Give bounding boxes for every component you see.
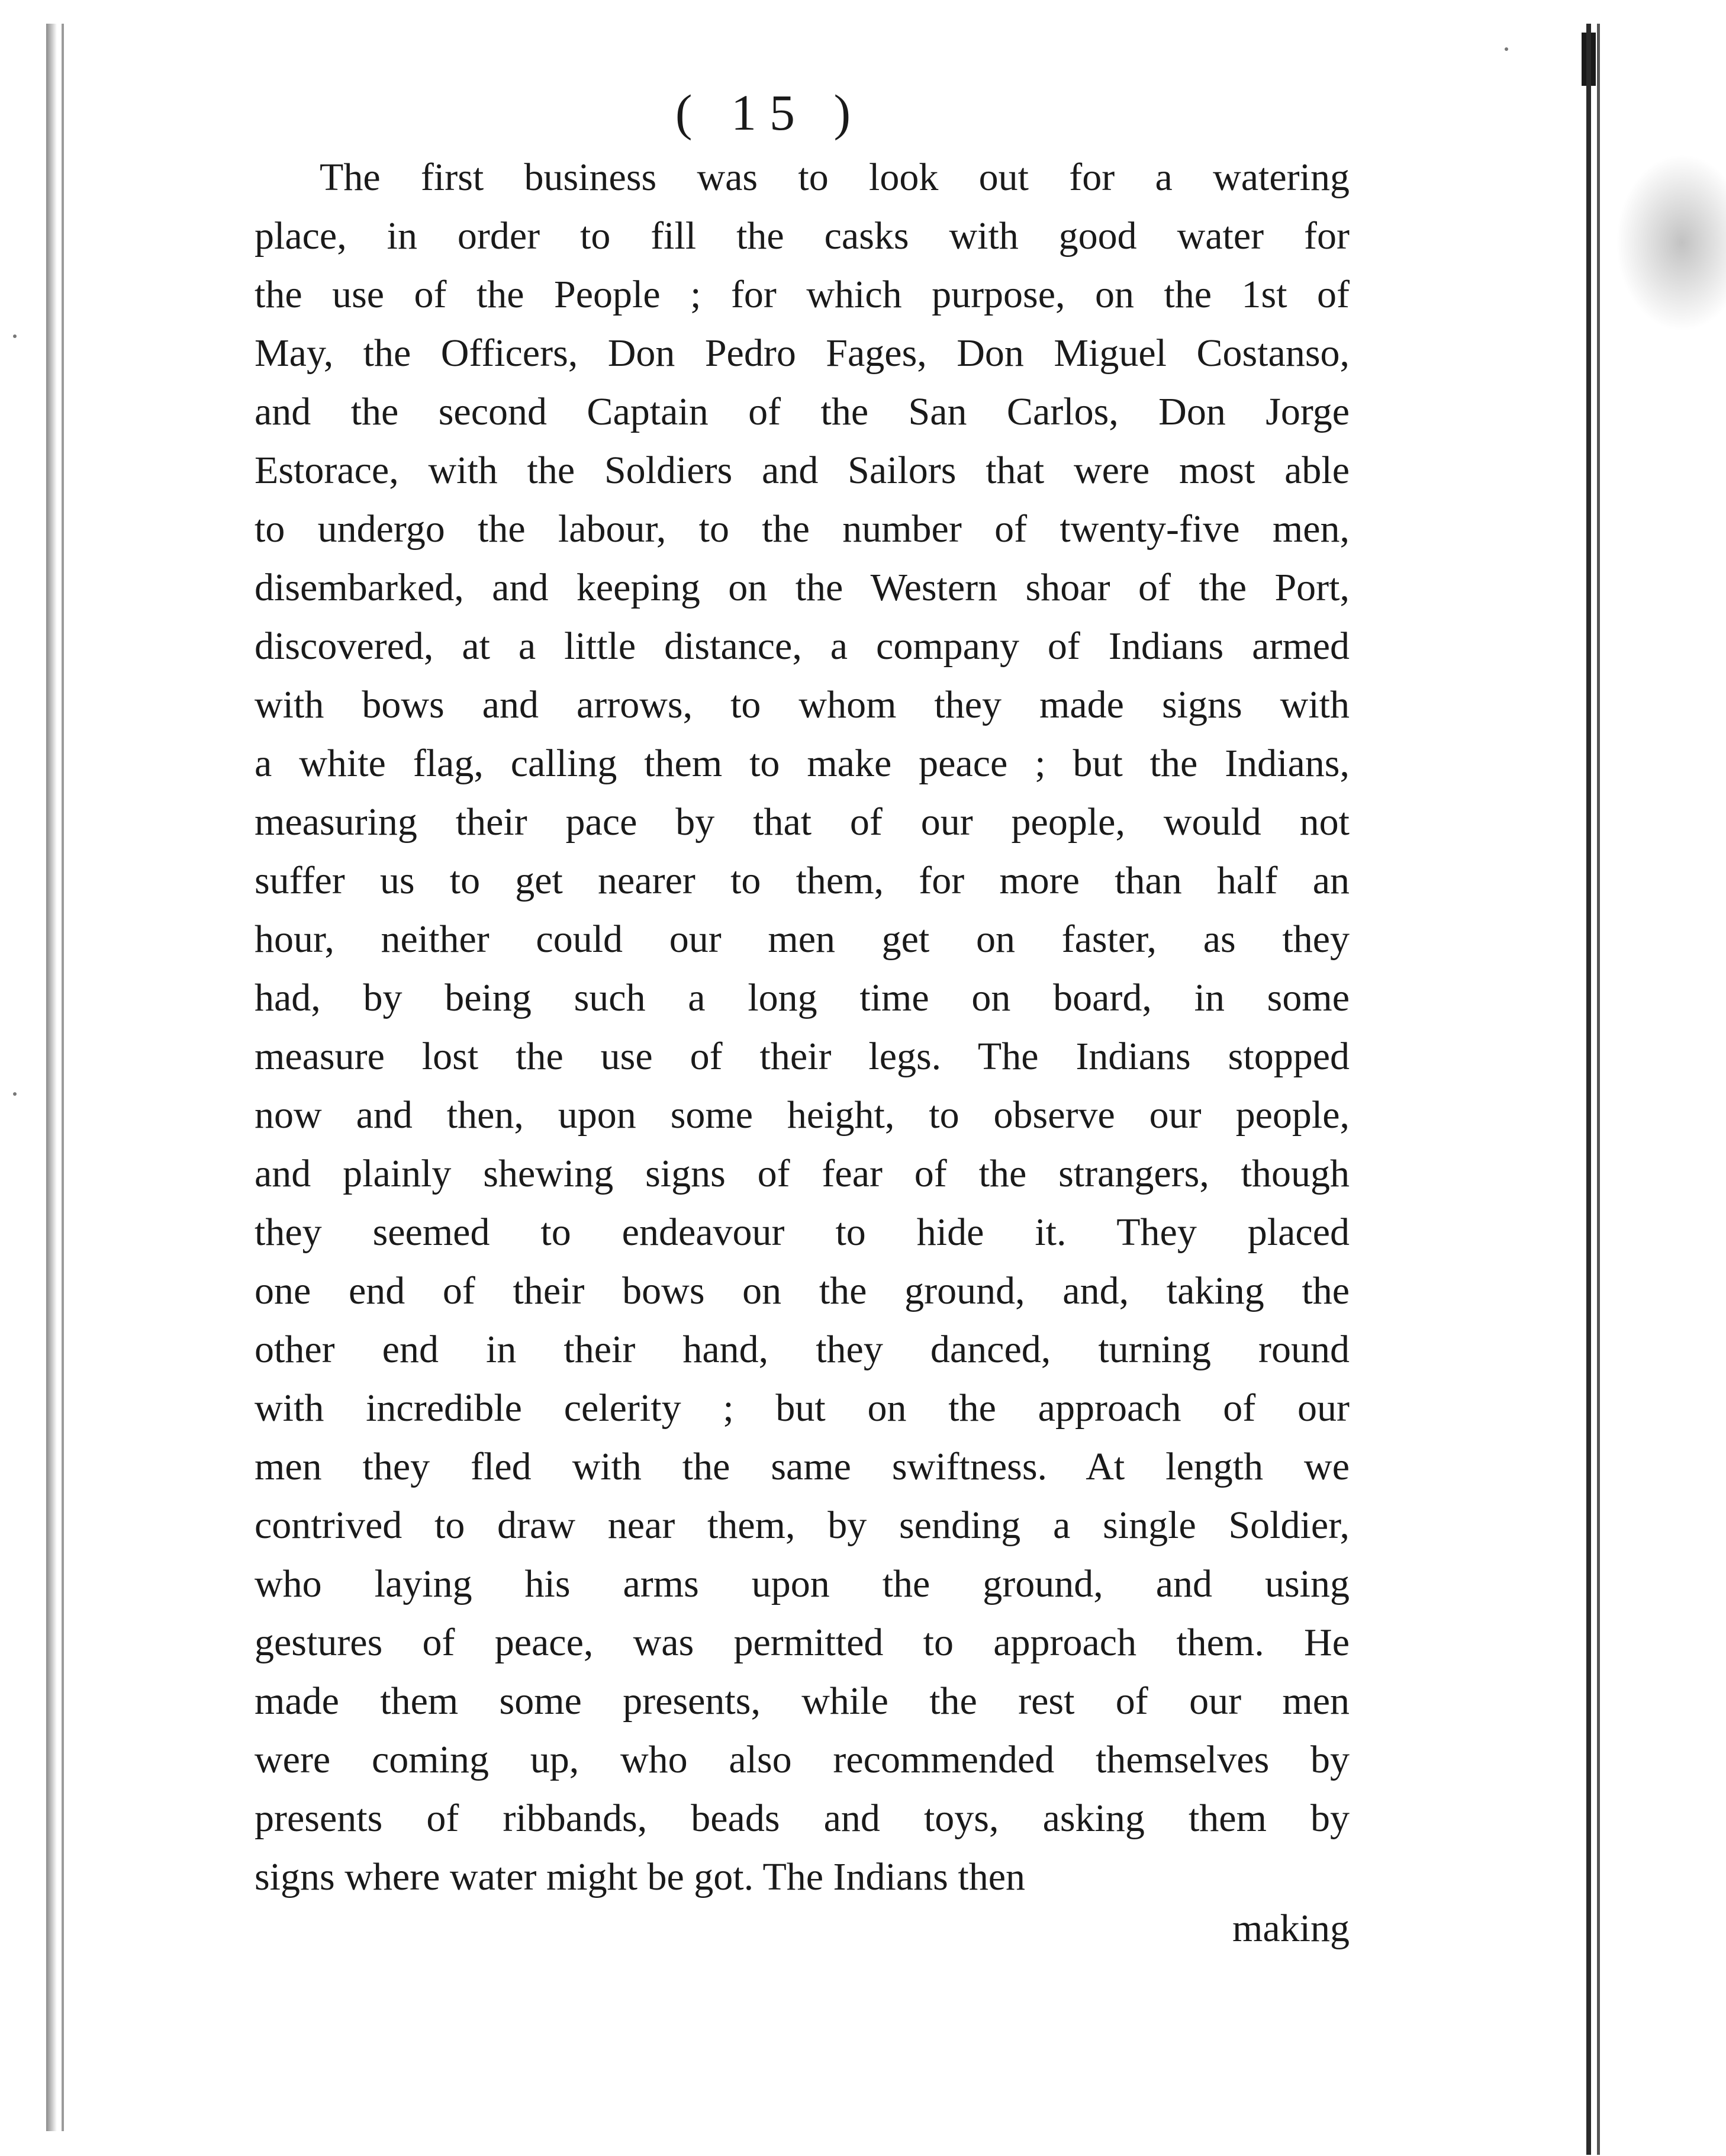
text-line: contrived to draw near them, by sending a single Soldier,	[255, 1504, 1350, 1547]
text-line: place, in order to fill the casks with good water for	[255, 214, 1350, 258]
text-line: measuring their pace by that of our people, would not	[255, 800, 1350, 844]
text-line: a white flag, calling them to make peace ; but the Indians,	[255, 742, 1350, 785]
paper-speck	[13, 1092, 17, 1096]
text-line: now and then, upon some height, to observe our people,	[255, 1093, 1350, 1137]
binding-gutter-line-secondary	[1597, 24, 1600, 2155]
paper-speck	[1505, 47, 1508, 51]
text-line: men they fled with the same swiftness. At length we	[255, 1445, 1350, 1488]
text-line: other end in their hand, they danced, turning round	[255, 1328, 1350, 1371]
text-line: were coming up, who also recommended themselves by	[255, 1738, 1350, 1781]
facing-page	[1604, 24, 1726, 2156]
text-line: and the second Captain of the San Carlos, Don Jorge	[255, 390, 1350, 433]
catchword: making	[1232, 1907, 1350, 1950]
text-line: one end of their bows on the ground, and, taking the	[255, 1269, 1350, 1312]
ink-show-through	[1616, 154, 1726, 332]
text-line: May, the Officers, Don Pedro Fages, Don Miguel Costanso,	[255, 332, 1350, 375]
page-number: ( 15 )	[675, 84, 864, 141]
body-text	[255, 148, 1350, 1906]
text-line: and plainly shewing signs of fear of the strangers, though	[255, 1152, 1350, 1195]
text-line: who laying his arms upon the ground, and using	[255, 1562, 1350, 1605]
text-line: Estorace, with the Soldiers and Sailors that were most able	[255, 449, 1350, 492]
text-line: with incredible celerity ; but on the approach of our	[255, 1386, 1350, 1430]
text-line: presents of ribbands, beads and toys, asking them by	[255, 1797, 1350, 1840]
text-line: suffer us to get nearer to them, for more than half an	[255, 859, 1350, 902]
text-line: made them some presents, while the rest of our men	[255, 1679, 1350, 1723]
binding-gutter-line	[1586, 24, 1591, 2155]
text-line: the use of the People ; for which purpose, on the 1st of	[255, 273, 1350, 316]
text-line: discovered, at a little distance, a company of Indians armed	[255, 625, 1350, 668]
page-edge-shadow	[46, 24, 57, 2131]
page-edge-line	[62, 24, 64, 2131]
text-line: had, by being such a long time on board, in some	[255, 976, 1350, 1019]
text-line: hour, neither could our men get on faster, as they	[255, 918, 1350, 961]
text-line: to undergo the labour, to the number of twenty-five men,	[255, 507, 1350, 551]
text-line: The first business was to look out for a watering	[320, 156, 1350, 199]
text-line: measure lost the use of their legs. The Indians stopped	[255, 1035, 1350, 1078]
text-line: with bows and arrows, to whom they made signs with	[255, 683, 1350, 726]
paper-speck	[13, 334, 17, 338]
text-line: signs where water might be got. The Indians then	[255, 1855, 1025, 1898]
text-line: disembarked, and keeping on the Western shoar of the Port,	[255, 566, 1350, 609]
text-line: they seemed to endeavour to hide it. They placed	[255, 1211, 1350, 1254]
text-line: gestures of peace, was permitted to approach them. He	[255, 1621, 1350, 1664]
